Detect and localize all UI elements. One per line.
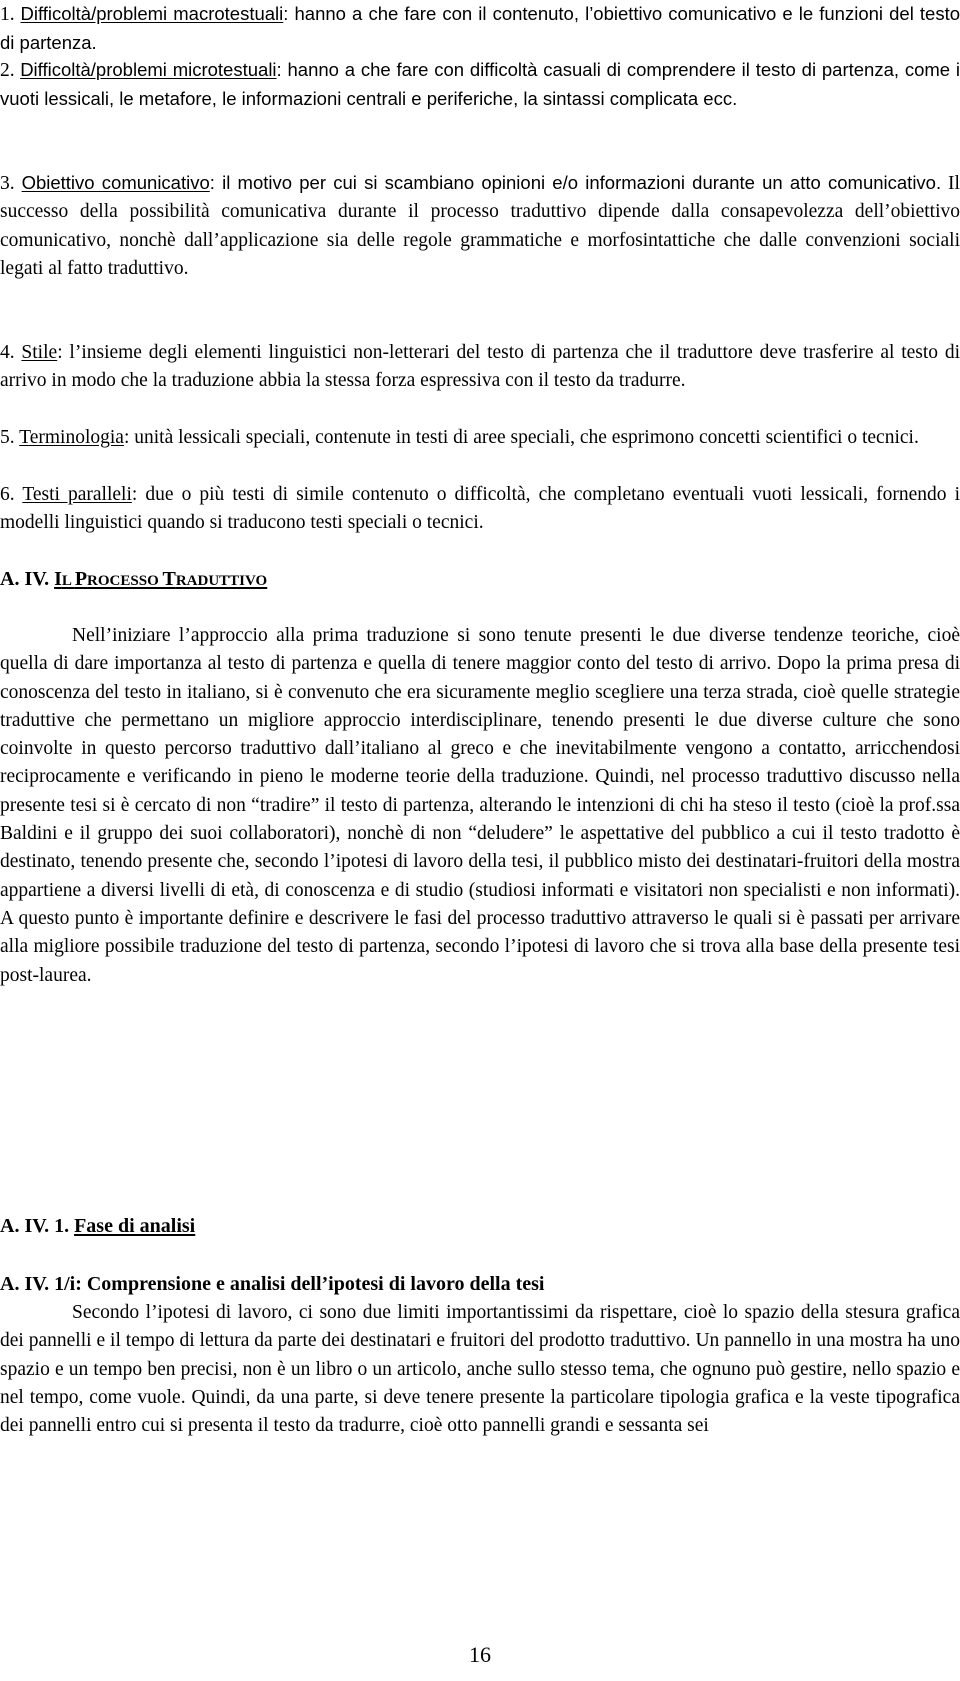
section-title bbox=[54, 568, 267, 590]
term-link: Stile bbox=[21, 342, 58, 363]
term-link: Testi paralleli bbox=[22, 484, 132, 505]
section-title-part: I bbox=[54, 568, 62, 590]
list-item: 4. Stile: l’insieme degli elementi linguistici non-letterari del testo di partenza che il traduttore deve trasferire al testo di arrivo in modo che la traduzione abbia la stessa forza espressiva con il testo da tradurre. bbox=[0, 342, 960, 392]
list-item: 6. Testi paralleli: due o più testi di simile contenuto o difficoltà, che completano eventuali vuoti lessicali, fornendo i modelli linguistici quando si traducono testi speciali o tecnici. bbox=[0, 484, 960, 534]
page-number: 16 bbox=[469, 1642, 491, 1667]
term-link: Difficoltà/problemi microtestuali bbox=[20, 59, 277, 80]
subsection-title: Fase di analisi bbox=[74, 1215, 196, 1237]
list-item: 3. Obiettivo comunicativo: il motivo per cui si scambiano opinioni e/o informazioni durante un atto comunicativo. Il successo della possibilità comunicativa durante il processo traduttivo dipende dalla consapevolezza dell’obiettivo comunicativo, nonchè dall’applicazione sia delle regole grammatiche e morfosintattiche che dalle convenzioni sociali legati al fatto traduttivo. bbox=[0, 172, 960, 279]
list-item: 5. Terminologia: unità lessicali speciali, contenute in testi di aree speciali, che esprimono concetti scientifici o tecnici. bbox=[0, 427, 919, 448]
section-title-part: T bbox=[162, 568, 176, 590]
section-title-part: RADUTTIVO bbox=[175, 573, 268, 589]
subsection-heading: A. IV. 1. Fase di analisi bbox=[0, 1215, 196, 1237]
section-heading: A. IV. IL PROCESSO TRADUTTIVO bbox=[0, 568, 268, 590]
subsubsection-heading: A. IV. 1/i: Comprensione e analisi dell’ipotesi di lavoro della tesi bbox=[0, 1273, 545, 1295]
section-title-part: ROCESSO bbox=[87, 573, 163, 589]
section-title-part: L bbox=[61, 573, 75, 589]
list-item: 1. Difficoltà/problemi macrotestuali: hanno a che fare con il contenuto, l’obiettivo comunicativo e le funzioni del testo di partenza. bbox=[0, 3, 960, 54]
term-link: Difficoltà/problemi macrotestuali bbox=[20, 3, 284, 24]
list-item: 2. Difficoltà/problemi microtestuali: hanno a che fare con difficoltà casuali di comprendere il testo di partenza, come i vuoti lessicali, le metafore, le informazioni centrali e periferiche, la sintassi complicata ecc. bbox=[0, 59, 960, 110]
term-link: Terminologia bbox=[19, 427, 124, 448]
term-link: Obiettivo comunicativo bbox=[21, 172, 210, 193]
body-paragraph: Nell’iniziare l’approccio alla prima traduzione si sono tenute presenti le due diverse tendenze teoriche, cioè quella di dare importanza al testo di partenza e quella di tenere maggior conto del testo di arrivo. Dopo la prima presa di conoscenza del testo in italiano, si è convenuto che era sicuramente meglio scegliere una terza strada, cioè quelle strategie traduttive che permettano un migliore approccio interdisciplinare, tenendo presenti le due diverse culture che sono coinvolte in questo percorso traduttivo dall’italiano al greco e che inevitabilmente vengono a contatto, arricchendosi reciprocamente e verificando in pieno le moderne teorie della traduzione. Quindi, nel processo traduttivo discusso nella presente tesi si è cercato di non “tradire” il testo di partenza, alterando le intenzioni di chi ha steso il testo (cioè la prof.ssa Baldini e il gruppo dei suoi collaboratori), nonchè di non “deludere” le aspettative del pubblico a cui il testo tradotto è destinato, tenendo presente che, secondo l’ipotesi di lavoro della tesi, il pubblico misto dei destinatari-fruitori della mostra appartiene a diversi livelli di età, di conoscenza e di studio (studiosi informati e visitatori non specialisti e non informati). A questo punto è importante definire e descrivere le fasi del processo traduttivo attraverso le quali si è passati per arrivare alla migliore possibile traduzione del testo di partenza, secondo l’ipotesi di lavoro che si trova alla base della presente tesi post-laurea. bbox=[0, 625, 960, 986]
section-title-part: P bbox=[74, 568, 88, 590]
body-paragraph: Secondo l’ipotesi di lavoro, ci sono due limiti importantissimi da rispettare, cioè lo spazio della stesura grafica dei pannelli e il tempo di lettura da parte dei destinatari e fruitori del prodotto traduttivo. Un pannello in una mostra ha uno spazio e un tempo ben precisi, non è un libro o un articolo, anche sullo stesso tema, che ognuno può gestire, nello spazio e nel tempo, come vuole. Quindi, da una parte, si deve tenere presente la particolare tipologia grafica e la veste tipografica dei pannelli entro cui si presenta il testo da tradurre, cioè otto pannelli grandi e sessanta sei bbox=[0, 1302, 960, 1437]
